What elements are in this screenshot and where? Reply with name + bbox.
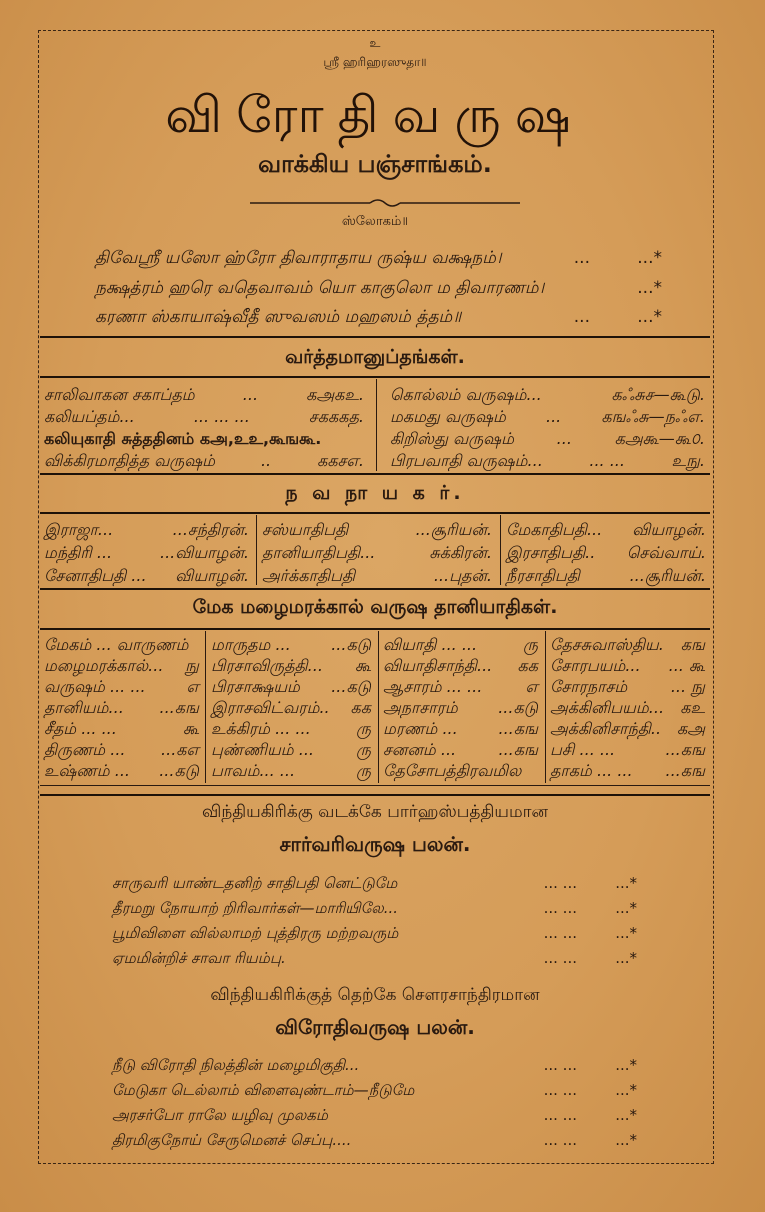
phala-text: திரமிகுநோய் சேருமெனச் செப்பு....	[112, 1131, 352, 1149]
megha-row	[383, 719, 538, 740]
phala-star: ...*	[615, 1106, 637, 1124]
phala-dots: ... ...	[543, 1056, 577, 1074]
row-value: கக	[350, 698, 371, 717]
row-label: பசி ... ...	[550, 740, 616, 759]
row-value: ...கங	[665, 761, 705, 780]
verse-line	[95, 307, 670, 329]
phala-dots: ... ...	[543, 1081, 577, 1099]
row-label: மேகம் ... வாருணம்	[44, 635, 189, 654]
row-label: தானியம்...	[44, 698, 124, 717]
row-value: சுக்கிரன்.	[429, 543, 492, 562]
phala-star: ...*	[615, 874, 637, 892]
row-dots: ... ... ...	[193, 407, 250, 426]
row-label: சோரநாசம்	[550, 677, 628, 696]
row-value: கஃசுச—கூடு.	[611, 385, 705, 404]
row-value: ...கங	[498, 719, 538, 738]
section-rule	[40, 376, 710, 378]
phalan1-heading: சார்வரிவருஷ பலன்.	[279, 832, 471, 856]
row-label: சோரபயம்...	[550, 656, 641, 675]
column-divider	[376, 379, 377, 471]
row-label: தேசோபத்திரவமில	[383, 761, 522, 780]
megha-row	[211, 635, 371, 656]
row-value: கங	[680, 635, 705, 654]
row-value: ...கடு	[331, 635, 371, 654]
row-label: மந்திரி ...	[44, 543, 113, 562]
phala-dots: ... ...	[543, 949, 577, 967]
vartamana-row	[390, 429, 705, 450]
row-label: நீரசாதிபதி	[506, 566, 580, 585]
nayakar-row	[44, 520, 249, 541]
megha-row	[550, 635, 705, 656]
row-value: ரு	[356, 740, 371, 759]
phala-text: அரசர்போ ராலே யழிவு முலகம்	[112, 1106, 328, 1124]
phalan1-intro: விந்தியகிரிக்கு வடக்கே பார்ஹஸ்பத்தியமான	[201, 802, 548, 822]
vartamana-row	[390, 407, 705, 428]
phala-star: ...*	[615, 924, 637, 942]
row-label: உக்கிரம் ... ...	[211, 719, 311, 738]
verse-line	[95, 278, 670, 300]
row-value: ...சந்திரன்.	[172, 520, 249, 539]
megha-row	[44, 656, 199, 677]
phala-text: ஏமமின்றிச் சாவா ரியம்பு.	[112, 949, 286, 967]
row-value: ரு	[356, 719, 371, 738]
table-bottom-line	[40, 785, 710, 786]
nayakar-row	[262, 543, 492, 564]
megha-row	[211, 698, 371, 719]
row-label: அக்கினிசாந்தி..	[550, 719, 662, 738]
ornament-divider	[250, 196, 520, 210]
megha-row	[211, 740, 371, 761]
row-value: ரு	[356, 761, 371, 780]
phala-line	[112, 949, 637, 969]
phala-text: நீடு விரோதி நிலத்தின் மழைமிகுதி...	[112, 1056, 360, 1074]
nayakar-row	[262, 520, 492, 541]
vartamana-row	[44, 429, 364, 450]
verse-dots: ...	[573, 307, 590, 327]
phala-star: ...*	[615, 1081, 637, 1099]
section-rule	[40, 336, 710, 338]
phala-line	[112, 1056, 637, 1076]
row-label: மேகாதிபதி...	[506, 520, 603, 539]
row-value: ...வியாழன்.	[159, 543, 249, 562]
nayakar-row	[44, 566, 249, 587]
megha-row	[550, 698, 705, 719]
column-divider	[256, 515, 257, 585]
row-value: கூ	[354, 656, 371, 675]
row-label: சஸ்யாதிபதி	[262, 520, 349, 539]
megha-row	[44, 719, 199, 740]
row-value: ...கடு	[498, 698, 538, 717]
row-label: மகமது வருஷம்	[390, 407, 506, 426]
verse-text: திவேஸ்ரீ யஸோ ஹ்ரோ திவாராதாய ருஷ்ய வக்ஷநம்।	[95, 248, 502, 268]
section-rule	[40, 628, 710, 630]
row-label: வருஷம் ... ...	[44, 677, 146, 696]
row-value: உநு.	[671, 451, 705, 470]
phala-line	[112, 924, 637, 944]
sloka-heading: ஸ்லோகம்॥	[341, 214, 409, 229]
megha-row	[550, 677, 705, 698]
megha-heading: மேக மழைமரக்கால் வருஷ தானியாதிகள்.	[192, 596, 558, 618]
row-value: ...கங	[498, 740, 538, 759]
row-label: அக்கினிபயம்...	[550, 698, 665, 717]
row-value: ... நு	[670, 677, 705, 696]
row-value: எ	[186, 677, 199, 696]
phala-star: ...*	[615, 899, 637, 917]
ganesh-mark: உ	[369, 36, 381, 50]
vartamana-heading: வர்த்தமானுப்தங்கள்.	[285, 346, 465, 368]
row-label: மழைமரக்கால்...	[44, 656, 164, 675]
phala-dots: ... ...	[543, 1106, 577, 1124]
megha-row	[550, 740, 705, 761]
nayakar-row	[506, 566, 706, 587]
row-value: கஉ	[680, 698, 705, 717]
verse-dots: ...	[573, 248, 590, 268]
row-label: மாருதம ...	[211, 635, 291, 654]
row-value: ...கஎ	[161, 740, 199, 759]
row-value: கூ	[182, 719, 199, 738]
row-label: விக்கிரமாதித்த வருஷம்	[44, 451, 216, 470]
row-label: சேனாதிபதி ...	[44, 566, 147, 585]
row-label: உஷ்ணம் ...	[44, 761, 130, 780]
row-dots: ...	[242, 385, 259, 404]
verse-line	[95, 248, 670, 270]
row-label: புண்ணியம் ...	[211, 740, 314, 759]
row-label: வியாதி ... ...	[383, 635, 478, 654]
row-value: ககசஎ.	[317, 451, 364, 470]
row-label: சனனம் ...	[383, 740, 457, 759]
row-label: கொல்லம் வருஷம்...	[390, 385, 542, 404]
row-label: திருணம் ...	[44, 740, 126, 759]
row-value: ரு	[523, 635, 538, 654]
megha-row	[44, 740, 199, 761]
vartamana-row	[390, 385, 705, 406]
vartamana-row	[44, 451, 364, 472]
row-label: கலியுகாதி சுத்ததினம் கஅ,உஉ,கூஙகூ.	[44, 429, 322, 448]
row-label: அநாசாரம்	[383, 698, 458, 717]
megha-row	[383, 656, 538, 677]
row-dots: ... ...	[589, 451, 625, 470]
phala-line	[112, 1106, 637, 1126]
nayakar-row	[506, 520, 706, 541]
megha-row	[211, 761, 371, 782]
phala-dots: ... ...	[543, 924, 577, 942]
column-divider	[545, 631, 546, 783]
row-label: தாகம் ... ...	[550, 761, 633, 780]
megha-row	[383, 677, 538, 698]
verse-star: ...*	[637, 278, 662, 298]
section-rule	[40, 794, 710, 796]
column-divider	[205, 631, 206, 783]
row-value: கஅகஉ.	[306, 385, 364, 404]
megha-row	[211, 719, 371, 740]
row-value: கஙஃசு—நஃஎ.	[601, 407, 705, 426]
page-subtitle: வாக்கிய பஞ்சாங்கம்.	[258, 150, 492, 178]
row-label: இரசாதிபதி..	[506, 543, 596, 562]
invocation: ஸ்ரீ ஹரிஹரஸுதா॥	[323, 55, 427, 69]
phala-text: தீரமறு நோயாற் றிரிவார்கள்—மாரியிலே...	[112, 899, 399, 917]
row-label: சாலிவாகன சகாப்தம்	[44, 385, 195, 404]
row-label: வியாதிசாந்தி...	[383, 656, 493, 675]
row-value: கஅ	[676, 719, 705, 738]
row-label: பிரசாக்ஷயம்	[211, 677, 300, 696]
row-label: ஆசாரம் ... ...	[383, 677, 483, 696]
vartamana-row	[44, 407, 364, 428]
row-label: மரணம் ...	[383, 719, 458, 738]
row-value: கக	[517, 656, 538, 675]
phala-text: சாருவரி யாண்டதனிற் சாதிபதி னெட்டுமே	[112, 874, 398, 892]
row-label: கலியப்தம்...	[44, 407, 135, 426]
verse-star: ...*	[637, 307, 662, 327]
megha-row	[44, 698, 199, 719]
row-value: ...கடு	[159, 761, 199, 780]
verse-text: கரணா ஸ்காயாஷ்வீதீ ஸுவஸம் மஹஸம் த்தம்॥	[95, 307, 462, 327]
row-value: செவ்வாய்.	[626, 543, 706, 562]
row-value: ...கங	[665, 740, 705, 759]
column-divider	[378, 631, 379, 783]
navanayakar-heading: ந வ நா ய க ர்.	[285, 482, 465, 504]
row-value: ...கங	[159, 698, 199, 717]
row-value: ...சூரியன்.	[415, 520, 492, 539]
megha-row	[44, 635, 199, 656]
phala-dots: ... ...	[543, 1131, 577, 1149]
row-value: நு	[185, 656, 199, 675]
phalan2-heading: விரோதிவருஷ பலன்.	[275, 1015, 475, 1039]
nayakar-row	[506, 543, 706, 564]
megha-row	[383, 761, 538, 782]
row-value: ...கடு	[331, 677, 371, 696]
row-value: ...புதன்.	[433, 566, 492, 585]
row-value: ...சூரியன்.	[629, 566, 706, 585]
phala-dots: ... ...	[543, 899, 577, 917]
row-label: பிரசாவிருத்தி...	[211, 656, 323, 675]
verse-star: ...*	[637, 248, 662, 268]
megha-row	[211, 656, 371, 677]
phala-star: ...*	[615, 1131, 637, 1149]
row-value: ... கூ	[668, 656, 705, 675]
nayakar-row	[262, 566, 492, 587]
megha-row	[550, 761, 705, 782]
phala-dots: ... ...	[543, 874, 577, 892]
column-divider	[500, 515, 501, 585]
row-label: இராஜா...	[44, 520, 114, 539]
phalan2-intro: விந்தியகிரிக்குத் தெற்கே சௌரசாந்திரமான	[210, 985, 540, 1005]
row-label: இராசவிட்வரம்..	[211, 698, 330, 717]
row-dots: ...	[545, 407, 562, 426]
row-value: சகககத.	[308, 407, 364, 426]
megha-row	[383, 740, 538, 761]
row-label: தேசசுவாஸ்திய.	[550, 635, 664, 654]
row-value: எ	[525, 677, 538, 696]
megha-row	[550, 656, 705, 677]
vartamana-row	[390, 451, 705, 472]
megha-row	[211, 677, 371, 698]
section-rule	[40, 512, 710, 514]
phala-text: மேடுகா டெல்லாம் விளைவுண்டாம்—நீடுமே	[112, 1081, 415, 1099]
section-rule	[40, 473, 710, 475]
row-label: பாவம்... ...	[211, 761, 296, 780]
megha-row	[44, 677, 199, 698]
row-label: பிரபவாதி வருஷம்...	[390, 451, 543, 470]
row-value: கஅகூ—கூ௦.	[614, 429, 705, 448]
row-label: சீதம் ... ...	[44, 719, 117, 738]
phala-line	[112, 1081, 637, 1101]
row-dots: ...	[556, 429, 572, 448]
megha-row	[44, 761, 199, 782]
verse-text: நக்ஷத்ரம் ஹரெ வதெவாவம் யொ காகுலொ ம திவாரணம்।	[95, 278, 545, 298]
nayakar-row	[44, 543, 249, 564]
row-dots: ..	[260, 451, 272, 470]
megha-row	[383, 698, 538, 719]
row-value: வியாழன்.	[632, 520, 706, 539]
row-value: வியாழன்.	[175, 566, 249, 585]
section-rule	[40, 588, 710, 590]
megha-row	[383, 635, 538, 656]
row-label: கிறிஸ்து வருஷம்	[390, 429, 514, 448]
row-label: அர்க்காதிபதி	[262, 566, 356, 585]
phala-star: ...*	[615, 949, 637, 967]
phala-text: பூமிவிளை வில்லாமற் புத்திரரு மற்றவரும்	[112, 924, 399, 942]
phala-star: ...*	[615, 1056, 637, 1074]
phala-line	[112, 874, 637, 894]
vartamana-row	[44, 385, 364, 406]
phala-line	[112, 1131, 637, 1151]
phala-line	[112, 899, 637, 919]
row-label: தானியாதிபதி...	[262, 543, 376, 562]
megha-row	[550, 719, 705, 740]
page-title: விரோதிவருஷ	[165, 86, 585, 144]
